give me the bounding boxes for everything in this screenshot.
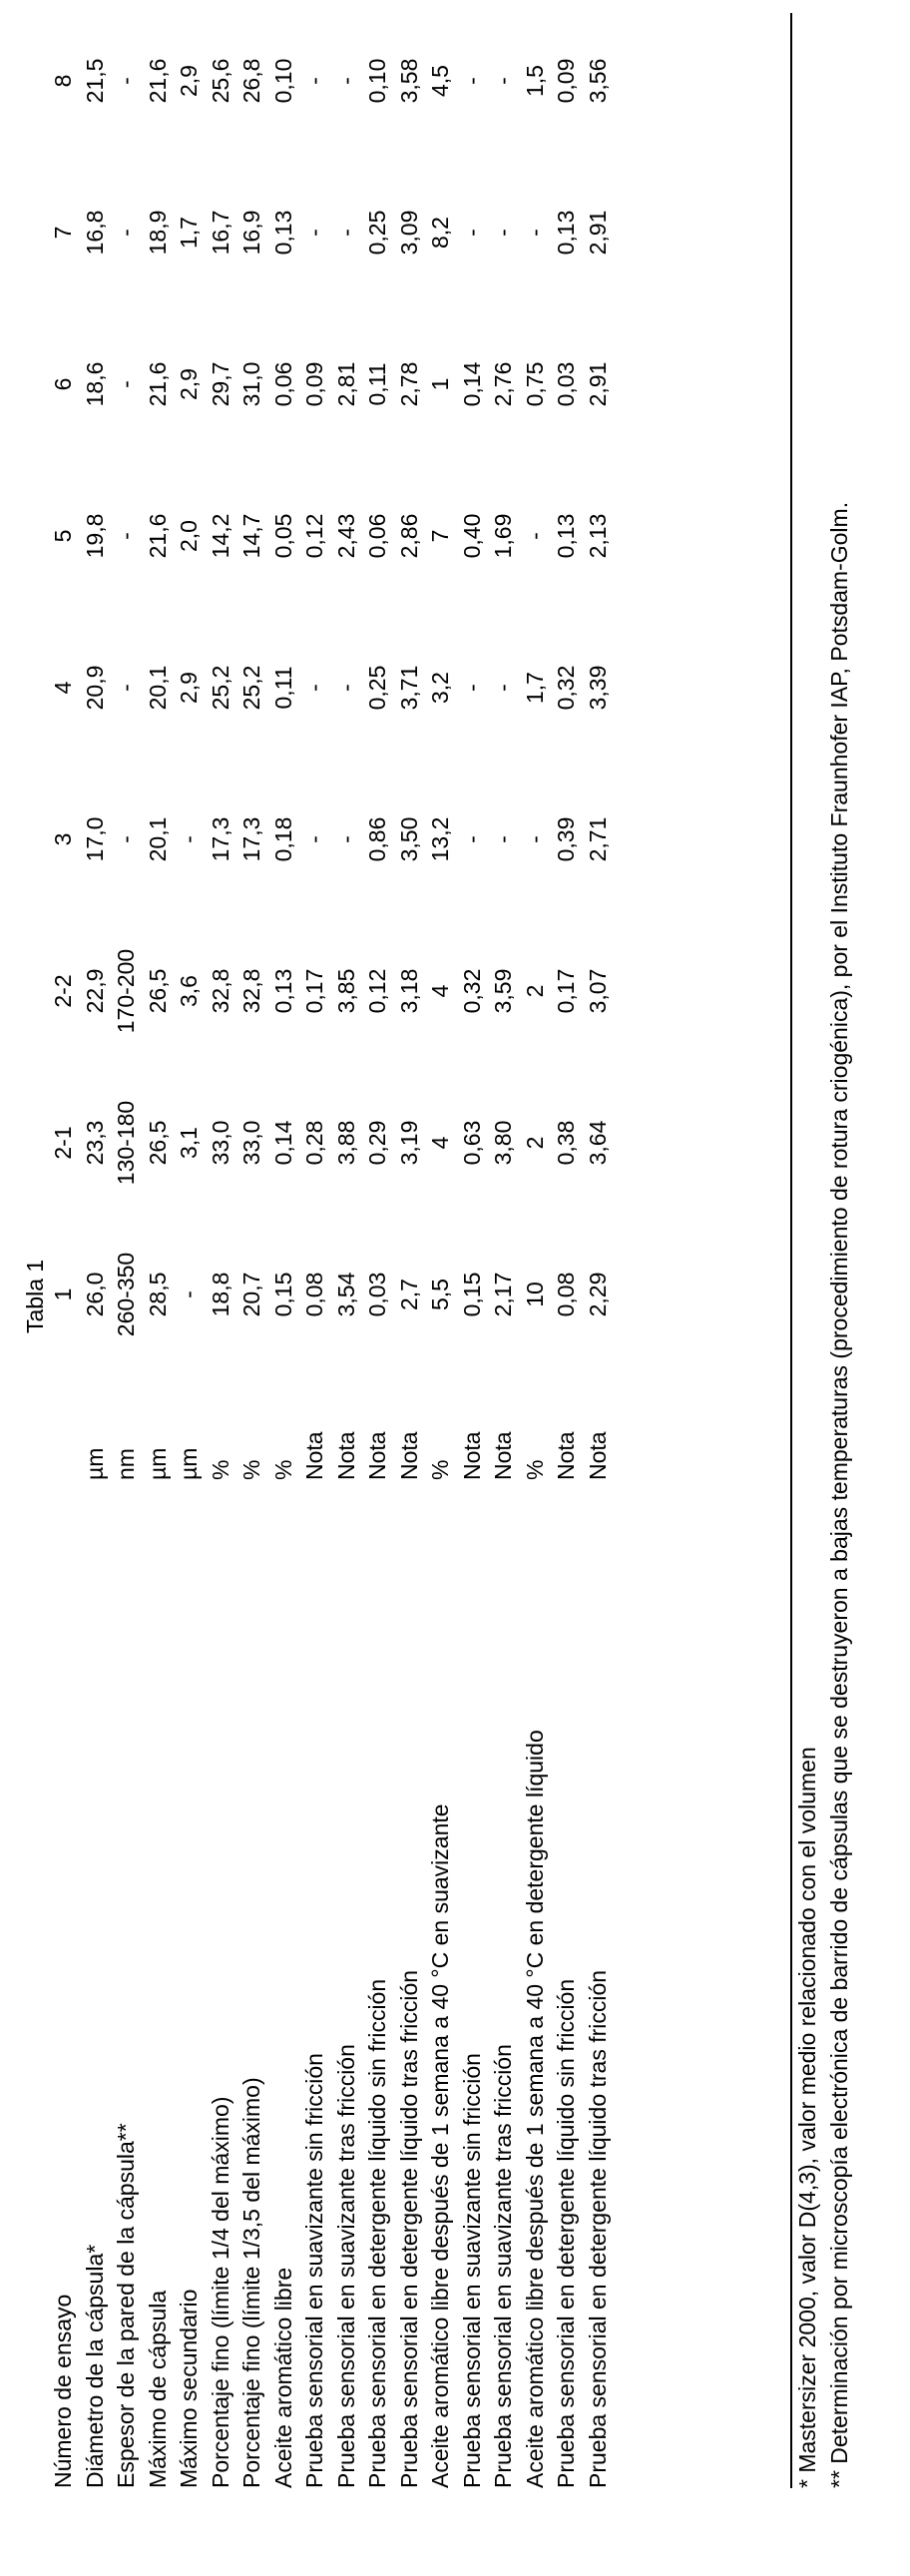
row-unit: % [269, 1459, 296, 1480]
cell-value: 26,5 [144, 968, 171, 1014]
cell-value: 17,3 [207, 816, 233, 862]
cell-value: - [176, 835, 202, 843]
cell-value: 18,9 [144, 210, 171, 256]
cell-value: 2,43 [332, 513, 359, 559]
cell-value: 16,9 [238, 210, 264, 256]
cell-value: 0,12 [364, 968, 390, 1014]
table-row [457, 5, 489, 2488]
cell-value: 2,9 [176, 672, 202, 704]
cell-value: 1,69 [490, 513, 516, 559]
cell-value: 3,71 [395, 665, 422, 711]
row-label: Aceite aromático libre después de 1 semana a 40 °C en detergente líquido [521, 1730, 548, 2488]
cell-value: 3,56 [584, 58, 611, 104]
cell-value: 2,7 [395, 1279, 422, 1310]
table-row [299, 5, 331, 2488]
cell-value: 2,76 [490, 361, 516, 407]
cell-value: - [113, 77, 139, 85]
row-label: Prueba sensorial en suavizante sin fricción [458, 2053, 485, 2488]
column-header: 1 [50, 1288, 76, 1301]
cell-value: 0,09 [553, 58, 579, 104]
cell-value: 22,9 [81, 968, 108, 1014]
cell-value: 21,6 [144, 513, 171, 559]
cell-value: 0,15 [458, 1272, 485, 1317]
cell-value: 0,25 [364, 665, 390, 711]
cell-value: - [490, 684, 516, 692]
cell-value: 3,80 [490, 1120, 516, 1166]
row-label: Prueba sensorial en detergente líquido tras fricción [584, 1969, 611, 2488]
table-row [80, 5, 112, 2488]
table-row [143, 5, 175, 2488]
cell-value: 0,39 [553, 816, 579, 862]
cell-value: 20,1 [144, 816, 171, 862]
row-unit: Nota [553, 1431, 579, 1480]
table-row [551, 5, 583, 2488]
cell-value: 17,0 [81, 816, 108, 862]
cell-value: - [458, 229, 485, 237]
cell-value: 0,28 [301, 1120, 327, 1166]
row-unit: Nota [364, 1431, 390, 1480]
cell-value: 2,9 [176, 368, 202, 400]
cell-value: 2,91 [584, 361, 611, 407]
table-title: Tabla 1 [22, 1259, 48, 1333]
cell-value: 0,03 [553, 361, 579, 407]
cell-value: 26,0 [81, 1272, 108, 1317]
cell-value: 14,7 [238, 513, 264, 559]
row-label: Máximo de cápsula [144, 2290, 171, 2488]
header-label: Número de ensayo [50, 2294, 76, 2488]
row-unit: % [427, 1459, 453, 1480]
cell-value: - [521, 835, 548, 843]
table-row [488, 5, 520, 2488]
cell-value: 4,5 [427, 65, 453, 97]
table-row [111, 5, 143, 2488]
cell-value: 0,12 [301, 513, 327, 559]
row-unit: µm [176, 1447, 202, 1480]
row-label: Prueba sensorial en detergente líquido sin fricción [364, 1978, 390, 2488]
row-label: Porcentaje fino (límite 1/4 del máximo) [207, 2096, 233, 2488]
cell-value: 0,86 [364, 816, 390, 862]
row-label: Espesor de la pared de la cápsula** [113, 2123, 139, 2488]
cell-value: 18,6 [81, 361, 108, 407]
cell-value: - [458, 684, 485, 692]
cell-value: 0,08 [301, 1272, 327, 1317]
row-unit: % [238, 1459, 264, 1480]
cell-value: 2 [521, 984, 548, 998]
cell-value: 2,91 [584, 210, 611, 256]
cell-value: - [176, 1290, 202, 1298]
header-unit [48, 1370, 80, 1480]
cell-value: 0,11 [269, 666, 296, 710]
cell-value: 0,13 [269, 968, 296, 1014]
cell-value: 0,29 [364, 1120, 390, 1166]
cell-value: 29,7 [207, 361, 233, 407]
cell-value: 19,8 [81, 513, 108, 559]
cell-value: 170-200 [113, 948, 139, 1034]
cell-value: 16,8 [81, 210, 108, 256]
cell-value: - [521, 532, 548, 540]
table-row [268, 5, 300, 2488]
cell-value: - [521, 229, 548, 237]
row-unit: % [521, 1459, 548, 1480]
row-label: Prueba sensorial en suavizante tras fricción [332, 2044, 359, 2488]
cell-value: 25,2 [207, 665, 233, 711]
cell-value: 2,29 [584, 1272, 611, 1317]
row-label: Máximo secundario [176, 2289, 202, 2488]
row-unit: Nota [584, 1431, 611, 1480]
cell-value: 0,17 [553, 968, 579, 1014]
cell-value: 2,13 [584, 513, 611, 559]
cell-value: 4 [427, 984, 453, 998]
cell-value: 23,3 [81, 1120, 108, 1166]
row-label: Prueba sensorial en suavizante sin fricción [301, 2053, 327, 2488]
column-header: 5 [50, 529, 76, 543]
cell-value: - [113, 684, 139, 692]
cell-value: 0,14 [269, 1120, 296, 1166]
cell-value: 0,13 [553, 513, 579, 559]
table-row [331, 5, 363, 2488]
cell-value: 3,19 [395, 1120, 422, 1166]
cell-value: 0,32 [553, 665, 579, 711]
cell-value: 260-350 [113, 1252, 139, 1337]
cell-value: 0,03 [364, 1272, 390, 1317]
cell-value: 0,10 [364, 58, 390, 104]
cell-value: 2,78 [395, 361, 422, 407]
cell-value: - [301, 229, 327, 237]
cell-value: 2,0 [176, 520, 202, 552]
footnote-2: ** Determinación por microscopía electrónica de barrido de cápsulas que se destruyeron a bajas temperaturas (procedimiento de rotura criogénica), por el Instituto Fraunhofer IAP, Potsdam-Golm. [825, 501, 852, 2488]
cell-value: 25,6 [207, 58, 233, 104]
cell-value: 32,8 [207, 968, 233, 1014]
cell-value: 3,09 [395, 210, 422, 256]
cell-value: 13,2 [427, 816, 453, 862]
cell-value: 10 [521, 1282, 548, 1307]
cell-value: 0,06 [364, 513, 390, 559]
cell-value: 16,7 [207, 210, 233, 256]
cell-value: - [301, 77, 327, 85]
cell-value: 3,6 [176, 975, 202, 1007]
cell-value: 0,13 [269, 210, 296, 256]
cell-value: 0,75 [521, 361, 548, 407]
cell-value: 2,86 [395, 513, 422, 559]
cell-value: - [490, 77, 516, 85]
cell-value: 26,8 [238, 58, 264, 104]
cell-value: - [113, 380, 139, 388]
cell-value: 20,1 [144, 665, 171, 711]
cell-value: 4 [427, 1136, 453, 1150]
row-label: Aceite aromático libre después de 1 semana a 40 °C en suavizante [427, 1803, 453, 2488]
footnote-1: * Mastersizer 2000, valor D(4,3), valor medio relacionado con el volumen [794, 1747, 820, 2488]
cell-value: 3,1 [176, 1127, 202, 1159]
cell-value: 3,07 [584, 968, 611, 1014]
cell-value: 8,2 [427, 217, 453, 249]
cell-value: 3,58 [395, 58, 422, 104]
cell-value: 2,71 [584, 816, 611, 862]
table-row [394, 5, 426, 2488]
cell-value: 0,32 [458, 968, 485, 1014]
cell-value: 21,6 [144, 58, 171, 104]
row-label: Diámetro de la cápsula* [81, 2244, 108, 2488]
cell-value: - [490, 835, 516, 843]
column-header: 7 [50, 226, 76, 240]
cell-value: 21,6 [144, 361, 171, 407]
table-row [236, 5, 268, 2488]
table-row [206, 5, 237, 2488]
cell-value: 20,9 [81, 665, 108, 711]
table-row [362, 5, 394, 2488]
cell-value: 3,39 [584, 665, 611, 711]
footnotes [790, 13, 855, 2488]
cell-value: 0,06 [269, 361, 296, 407]
cell-value: 0,17 [301, 968, 327, 1014]
cell-value: 1 [427, 377, 453, 391]
header-row [48, 5, 80, 2488]
cell-value: 130-180 [113, 1100, 139, 1186]
cell-value: 3,18 [395, 968, 422, 1014]
table-row [425, 5, 457, 2488]
cell-value: 1,7 [176, 217, 202, 249]
cell-value: 3,54 [332, 1272, 359, 1317]
cell-value: 0,63 [458, 1120, 485, 1166]
cell-value: 26,5 [144, 1120, 171, 1166]
row-unit: µm [144, 1447, 171, 1480]
row-unit: Nota [395, 1431, 422, 1480]
cell-value: 33,0 [238, 1120, 264, 1166]
cell-value: 20,7 [238, 1272, 264, 1317]
cell-value: - [332, 835, 359, 843]
cell-value: 3,88 [332, 1120, 359, 1166]
cell-value: 3,2 [427, 672, 453, 704]
cell-value: 0,09 [301, 361, 327, 407]
table-row [174, 5, 206, 2488]
cell-value: 31,0 [238, 361, 264, 407]
cell-value: - [113, 835, 139, 843]
cell-value: - [332, 229, 359, 237]
row-unit: Nota [332, 1431, 359, 1480]
row-label: Prueba sensorial en detergente líquido sin fricción [553, 1978, 579, 2488]
row-unit: % [207, 1459, 233, 1480]
column-header: 4 [50, 681, 76, 695]
cell-value: - [332, 77, 359, 85]
row-unit: Nota [301, 1431, 327, 1480]
cell-value: 0,40 [458, 513, 485, 559]
cell-value: 0,38 [553, 1120, 579, 1166]
cell-value: 3,59 [490, 968, 516, 1014]
data-table [48, 5, 614, 2488]
cell-value: 33,0 [207, 1120, 233, 1166]
cell-value: 0,13 [553, 210, 579, 256]
cell-value: 0,15 [269, 1272, 296, 1317]
cell-value: 0,10 [269, 58, 296, 104]
cell-value: 1,5 [521, 65, 548, 97]
column-header: 6 [50, 377, 76, 391]
cell-value: - [113, 229, 139, 237]
cell-value: 2,81 [332, 361, 359, 407]
cell-value: - [490, 229, 516, 237]
row-label: Prueba sensorial en suavizante tras fricción [490, 2044, 516, 2488]
cell-value: 0,14 [458, 361, 485, 407]
table-row [583, 5, 615, 2488]
cell-value: - [301, 684, 327, 692]
row-unit: nm [113, 1448, 139, 1480]
cell-value: 3,64 [584, 1120, 611, 1166]
cell-value: 17,3 [238, 816, 264, 862]
cell-value: - [332, 684, 359, 692]
cell-value: 0,18 [269, 816, 296, 862]
column-header: 2-1 [50, 1126, 76, 1160]
row-label: Aceite aromático libre [269, 2267, 296, 2488]
cell-value: 25,2 [238, 665, 264, 711]
cell-value: 3,50 [395, 816, 422, 862]
cell-value: 21,5 [81, 58, 108, 104]
cell-value: 0,05 [269, 513, 296, 559]
cell-value: - [113, 532, 139, 540]
cell-value: - [301, 835, 327, 843]
cell-value: 2 [521, 1136, 548, 1150]
cell-value: 14,2 [207, 513, 233, 559]
cell-value: 0,25 [364, 210, 390, 256]
cell-value: 7 [427, 529, 453, 543]
cell-value: 2,17 [490, 1272, 516, 1317]
cell-value: 18,8 [207, 1272, 233, 1317]
table-row [520, 5, 552, 2488]
row-unit: µm [81, 1447, 108, 1480]
cell-value: - [458, 835, 485, 843]
cell-value: 2,9 [176, 65, 202, 97]
row-label: Prueba sensorial en detergente líquido tras fricción [395, 1969, 422, 2488]
row-label: Porcentaje fino (límite 1/3,5 del máximo) [238, 2077, 264, 2488]
cell-value: 1,7 [521, 672, 548, 704]
cell-value: - [458, 77, 485, 85]
cell-value: 32,8 [238, 968, 264, 1014]
cell-value: 0,08 [553, 1272, 579, 1317]
column-header: 3 [50, 832, 76, 846]
cell-value: 28,5 [144, 1272, 171, 1317]
row-unit: Nota [458, 1431, 485, 1480]
cell-value: 5,5 [427, 1279, 453, 1310]
cell-value: 3,85 [332, 968, 359, 1014]
cell-value: 0,11 [364, 362, 390, 406]
row-unit: Nota [490, 1431, 516, 1480]
column-header: 8 [50, 74, 76, 88]
column-header: 2-2 [50, 974, 76, 1008]
